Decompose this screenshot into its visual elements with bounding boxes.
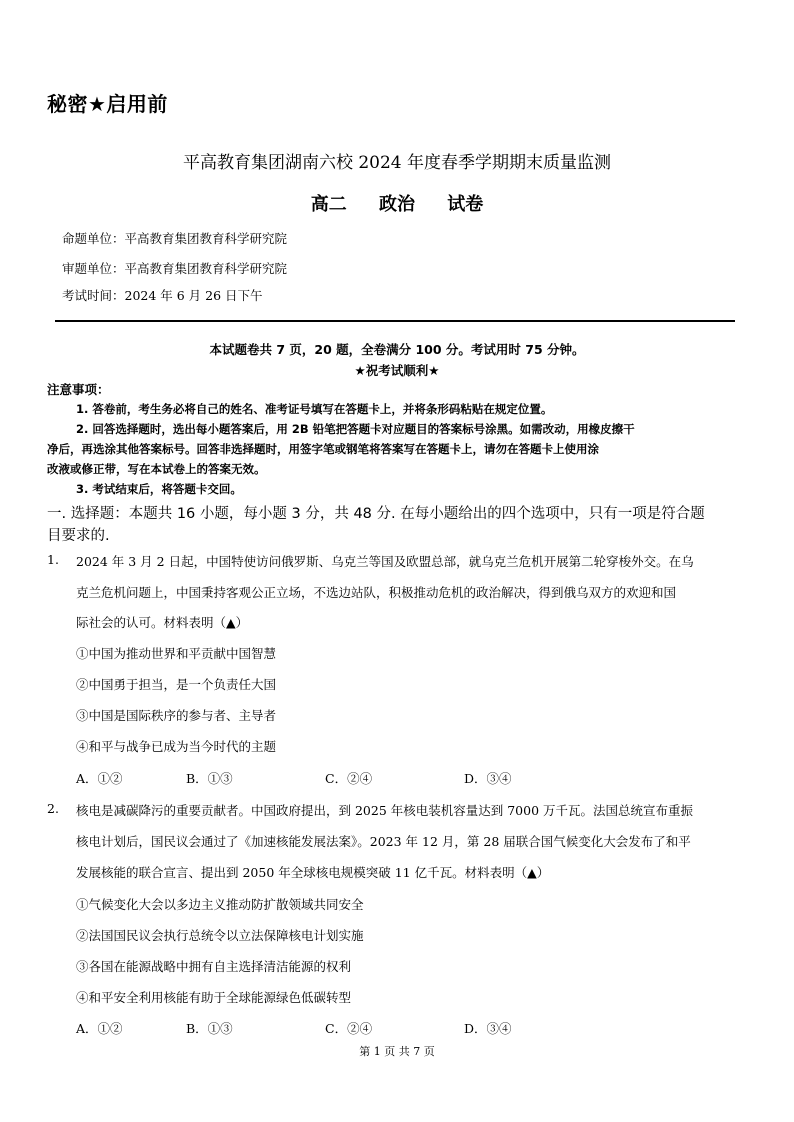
option-b: B．①③ [186,771,233,786]
paper-summary: 本试题卷共 7 页，20 题，全卷满分 100 分。考试用时 75 分钟。 [209,342,585,357]
question-text-line: 际社会的认可。材料表明（▲） [76,615,249,630]
note-item: 2. 回答选择题时，选出每小题答案后，用 2B 铅笔把答题卡对应题目的答案标号涂黑。如需改动，用橡皮擦干 [76,422,635,436]
question-text-line: 核电计划后，国民议会通过了《加速核能发展法案》。2023 年 12 月，第 28 届联合国气候变化大会发布了和平 [76,834,691,849]
option-c: C．②④ [325,1021,373,1036]
statement: ④和平安全利用核能有助于全球能源绿色低碳转型 [76,990,352,1005]
option-c: C．②④ [325,771,373,786]
option-b: B．①③ [186,1021,233,1036]
statement: ③中国是国际秩序的参与者、主导者 [76,708,277,723]
note-item: 改液或修正带，写在本试卷上的答案无效。 [47,462,266,476]
subject-label: 政治 [379,194,415,215]
option-d: D．③④ [464,771,512,786]
option-d: D．③④ [464,1021,512,1036]
exam-time: 考试时间：2024 年 6 月 26 日下午 [62,288,263,303]
subject-title [0,190,794,216]
notes-heading: 注意事项： [47,382,110,397]
option-a: A．①② [76,1021,123,1036]
note-item: 净后，再选涂其他答案标号。回答非选择题时，用签字笔或钢笔将答案写在答题卡上，请勿在答题卡上使用涂 [47,442,599,456]
question-text-line: 2024 年 3 月 2 日起，中国特使访问俄罗斯、乌克兰等国及欧盟总部，就乌克兰危机开展第二轮穿梭外交。在乌 [76,554,694,569]
option-a: A．①② [76,771,123,786]
confidential-mark: 秘密★启用前 [47,92,168,116]
exam-title: 平高教育集团湖南六校 2024 年度春季学期期末质量监测 [182,153,612,173]
paper-label: 试卷 [447,194,484,215]
question-number: 1. [47,552,59,567]
note-item: 1. 答卷前，考生务必将自己的姓名、准考证号填写在答题卡上，并将条形码粘贴在规定位置。 [76,402,553,416]
proposer-unit: 命题单位：平高教育集团教育科学研究院 [62,231,288,246]
good-luck-line: ★祝考试顺利★ [354,363,440,378]
reviewer-unit: 审题单位：平高教育集团教育科学研究院 [62,261,288,276]
section-heading-line: 目要求的. [47,528,110,544]
page-footer: 第 1 页 共 7 页 [359,1045,435,1058]
question-number: 2. [47,801,59,816]
question-text-line: 克兰危机问题上，中国秉持客观公正立场，不选边站队，积极推动危机的政治解决，得到俄乌双方的欢迎和国 [76,585,677,600]
section-heading [47,503,757,547]
statement: ①气候变化大会以多边主义推动防扩散领域共同安全 [76,897,364,912]
notes-list [47,399,747,499]
question-text-line: 核电是减碳降污的重要贡献者。中国政府提出，到 2025 年核电装机容量达到 7000 万千瓦。法国总统宣布重振 [76,803,694,818]
statement: ③各国在能源战略中拥有自主选择清洁能源的权利 [76,959,352,974]
statement: ②中国勇于担当，是一个负责任大国 [76,677,277,692]
note-item: 3. 考试结束后，将答题卡交回。 [76,482,242,496]
section-heading-line: 一. 选择题：本题共 16 小题，每小题 3 分，共 48 分. 在每小题给出的四个选项中，只有一项是符合题 [47,506,705,522]
question-text-line: 发展核能的联合宣言、提出到 2050 年全球核电规模突破 11 亿千瓦。材料表明（▲） [76,865,550,880]
statement: ①中国为推动世界和平贡献中国智慧 [76,646,277,661]
header-divider [55,320,735,322]
statement: ④和平与战争已成为当今时代的主题 [76,739,277,754]
grade-label: 高二 [310,194,347,215]
statement: ②法国国民议会执行总统令以立法保障核电计划实施 [76,928,364,943]
